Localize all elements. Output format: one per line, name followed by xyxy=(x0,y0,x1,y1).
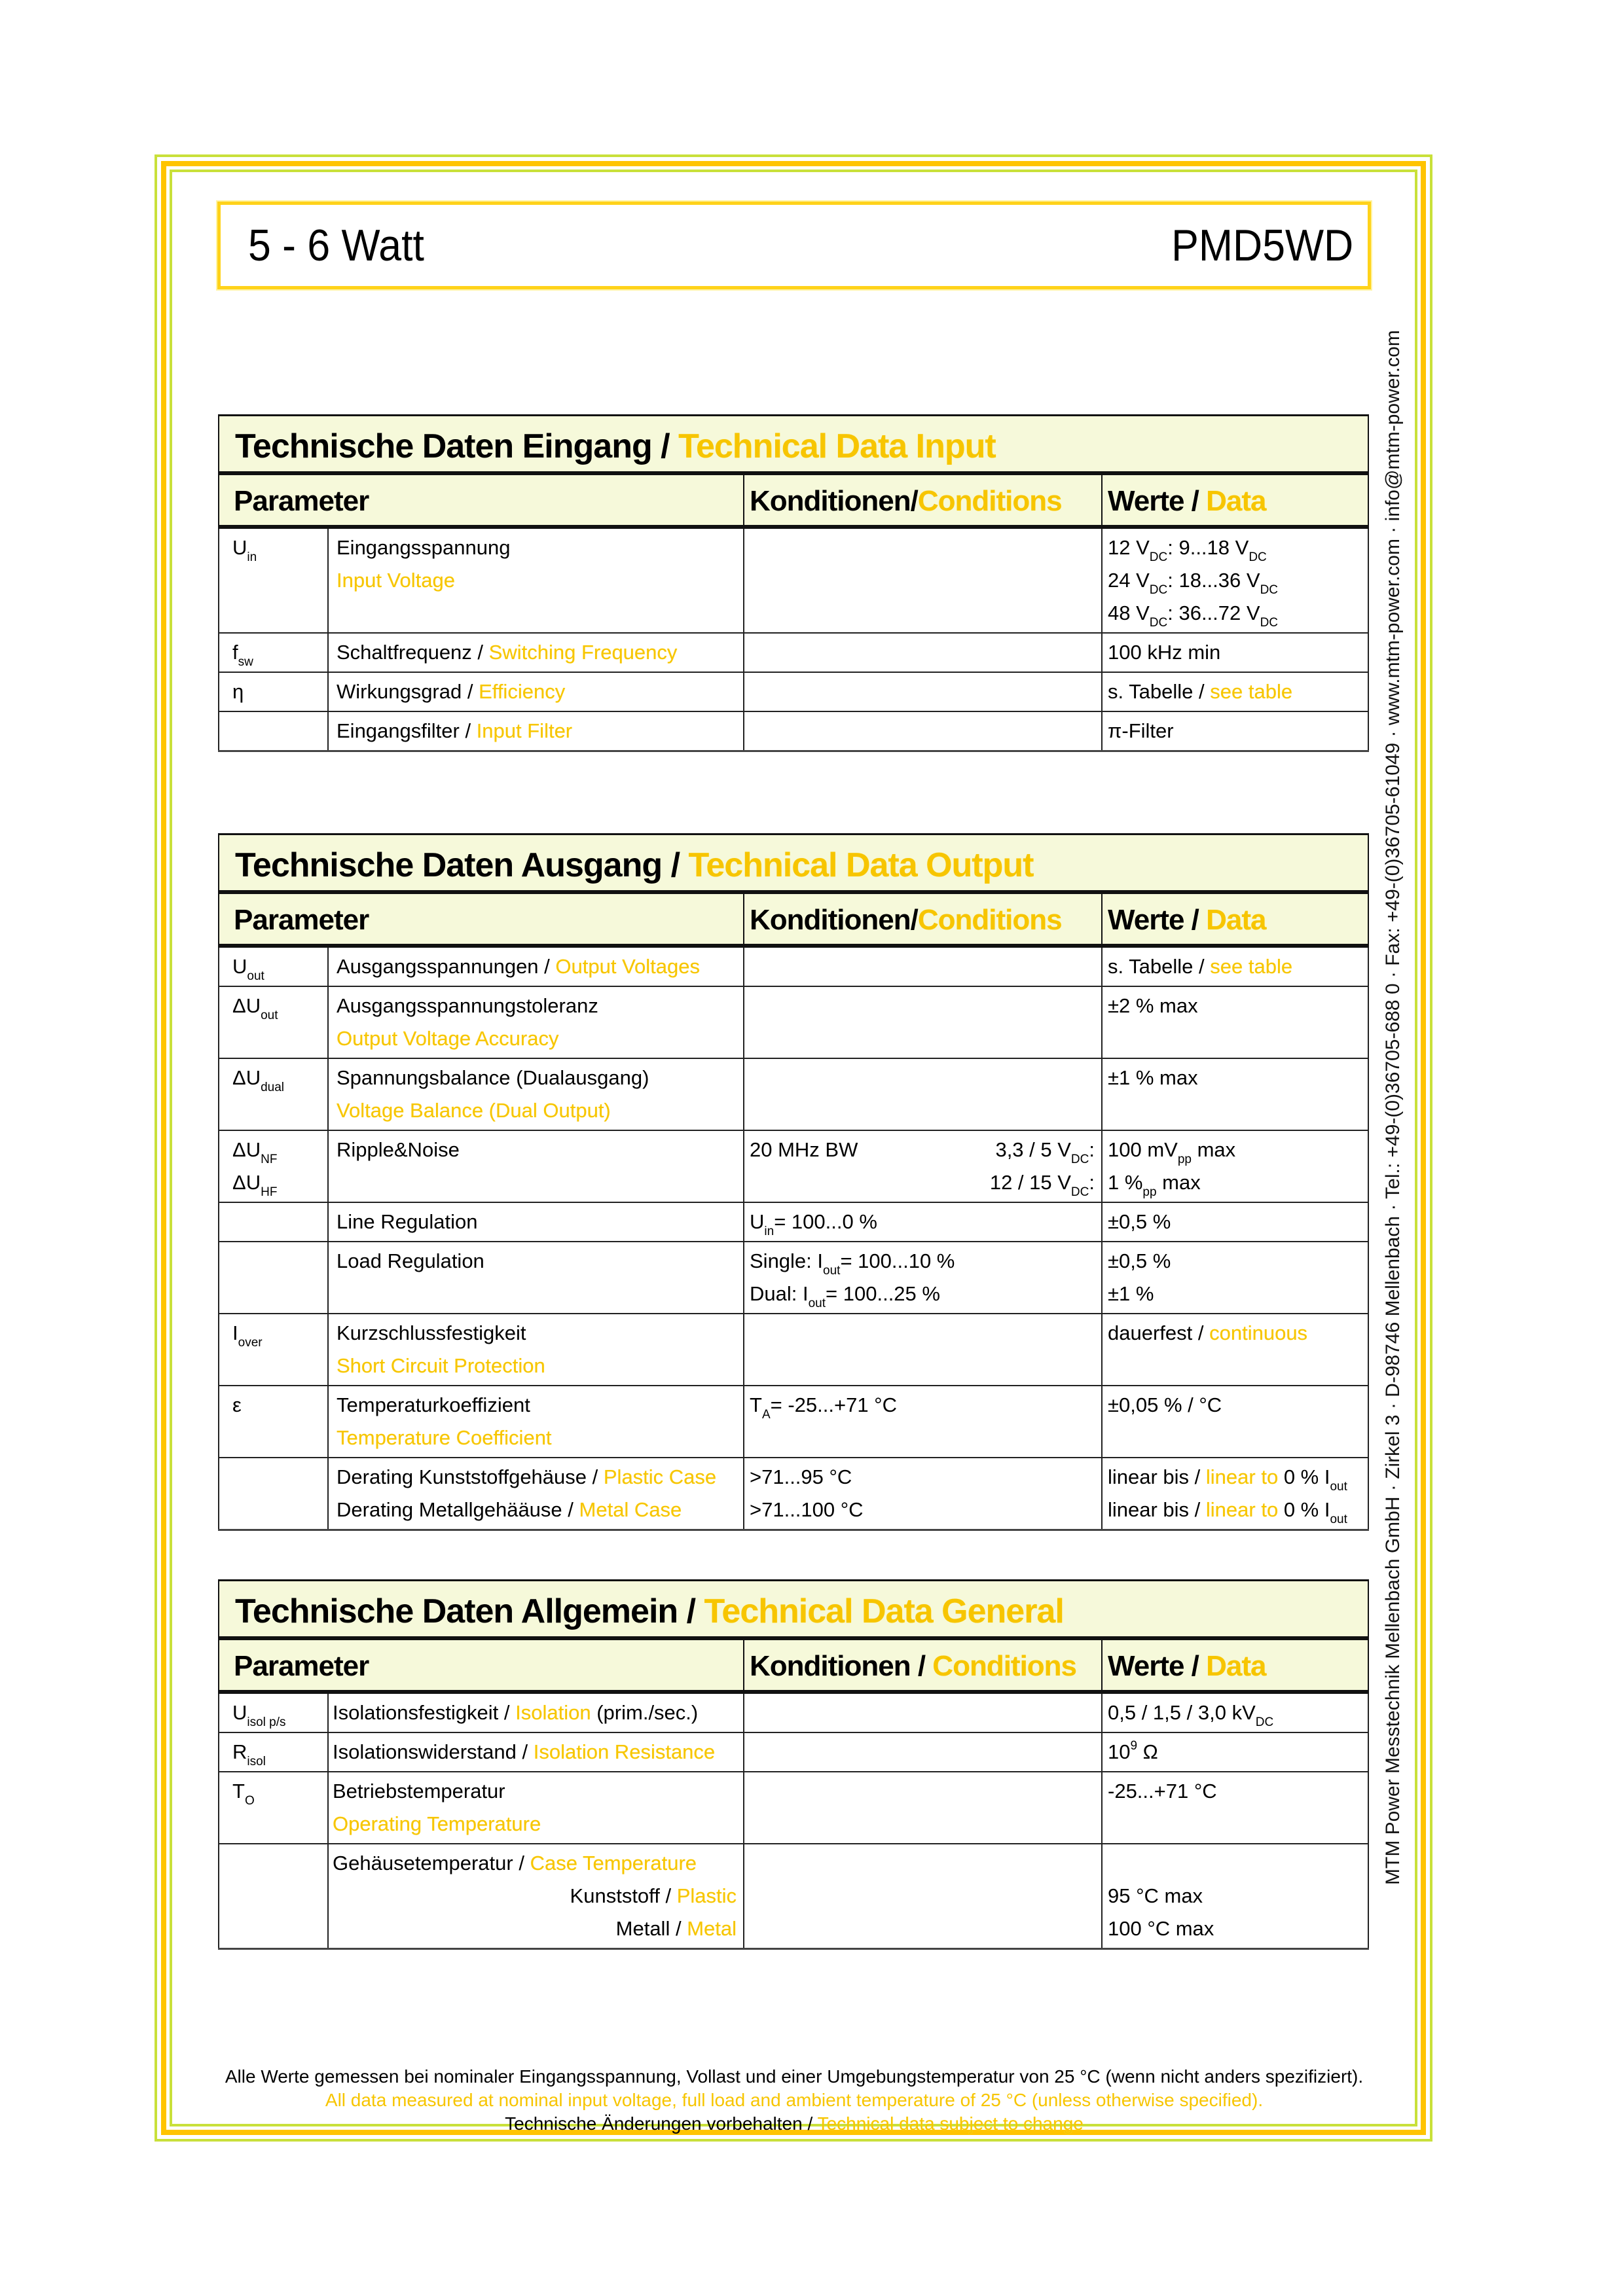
table-row-temperature-coefficient: ε Temperaturkoeffizient Temperature Coefficient $T_A= -25...+71$ °C ±0,05 % / °C xyxy=(219,1386,1368,1458)
table-row-voltage-balance: $\Delta U_{dual}$ Spannungsbalance (Dualausgang) Voltage Balance (Dual Output) ±1 % max xyxy=(219,1058,1368,1130)
column-header-row xyxy=(219,1638,1368,1692)
table-row-isolation: $U_{isol p/s}$ Isolationsfestigkeit / Isolation (prim./sec.) 0,5 / 1,5 / 3,0 $kV_{DC}$ xyxy=(219,1692,1368,1732)
column-header-row xyxy=(219,892,1368,946)
table-row-input-voltage xyxy=(219,527,1368,633)
col-conditions: Konditionen/Conditions xyxy=(744,473,1102,527)
input-table-title: Technische Daten Eingang / Technical Data Input xyxy=(219,416,1368,473)
table-row-output-voltages: $U_{out}$ Ausgangsspannungen / Output Voltages s. Tabelle / see table xyxy=(219,946,1368,986)
col-data: Werte / Data xyxy=(1102,1638,1368,1692)
col-data: Werte / Data xyxy=(1102,892,1368,946)
value-cell: 12 $V_{DC}$: 9...18 $V_{DC}$ 24 $V_{DC}$: 18...36 $V_{DC}$ 48 $V_{DC}$: 36...72 $V_{DC}$ xyxy=(1102,527,1368,633)
col-parameter: Parameter xyxy=(219,892,744,946)
table-row-derating: Derating Kunststoffgehäuse / Plastic Case Derating Metallgehääuse / Metal Case >71...95 °C >71...100 °C linear bis / linear to 0 % $I_{out}$ linear bis / linear to 0 % $I_{out}$ xyxy=(219,1458,1368,1530)
footer-note-de: Alle Werte gemessen bei nominaler Eingangsspannung, Vollast und einer Umgebungstemperatur von 25 °C (wenn nicht anders spezifiziert). xyxy=(225,2066,1364,2087)
table-row-isolation-resistance: $R_{isol}$ Isolationswiderstand / Isolation Resistance $10^9$ Ω xyxy=(219,1732,1368,1772)
table-row-efficiency: η Wirkungsgrad / Efficiency s. Tabelle / see table xyxy=(219,672,1368,711)
footer-notes xyxy=(218,2065,1370,2136)
col-parameter: Parameter xyxy=(219,473,744,527)
col-data: Werte / Data xyxy=(1102,473,1368,527)
col-conditions: Konditionen/Conditions xyxy=(744,892,1102,946)
general-table-title: Technische Daten Allgemein / Technical Data General xyxy=(219,1581,1368,1638)
condition-cell xyxy=(744,527,1102,633)
col-conditions: Konditionen / Conditions xyxy=(744,1638,1102,1692)
input-spec-table xyxy=(218,414,1369,752)
output-table-title: Technische Daten Ausgang / Technical Data Output xyxy=(219,834,1368,892)
table-row-case-temperature: Gehäusetemperatur / Case Temperature Kunststoff / Plastic Metall / Metal 95 °C max 100 °C max xyxy=(219,1844,1368,1949)
table-row-input-filter: Eingangsfilter / Input Filter π-Filter xyxy=(219,711,1368,751)
page-title-box xyxy=(217,202,1371,289)
symbol-cell: $U_{in}$ xyxy=(219,527,328,633)
general-spec-table xyxy=(218,1579,1369,1950)
table-row-line-regulation: Line Regulation $U_{in}= 100...0$ % ±0,5 % xyxy=(219,1202,1368,1242)
table-row-switching-frequency: $f_{sw}$ Schaltfrequenz / Switching Frequency 100 kHz min xyxy=(219,633,1368,672)
power-range-title: 5 - 6 Watt xyxy=(248,221,424,270)
table-row-output-accuracy: $\Delta U_{out}$ Ausgangsspannungstoleranz Output Voltage Accuracy ±2 % max xyxy=(219,986,1368,1058)
footer-note-en: All data measured at nominal input voltage, full load and ambient temperature of 25 °C (unless otherwise specified). xyxy=(325,2090,1264,2110)
table-row-load-regulation: Load Regulation Single: $I_{out}= 100...10$ % Dual: $I_{out}= 100...25$ % ±0,5 % ±1 % xyxy=(219,1242,1368,1314)
table-row-short-circuit: $I_{over}$ Kurzschlussfestigkeit Short Circuit Protection dauerfest / continuous xyxy=(219,1314,1368,1386)
col-parameter: Parameter xyxy=(219,1638,744,1692)
footer-change-note: Technische Änderungen vorbehalten / Technical data subject to change xyxy=(505,2113,1084,2134)
column-header-row xyxy=(219,473,1368,527)
output-spec-table xyxy=(218,833,1369,1531)
company-contact-vertical: MTM Power Messtechnik Mellenbach GmbH · Zirkel 3 · D-98746 Mellenbach · Tel.: +49-(0)36705-688 0 · Fax: +49-(0)36705-61049 · www.mtm-power.com · info@mtm-power.com xyxy=(1382,330,1404,1885)
table-row-operating-temperature: $T_O$ Betriebstemperatur Operating Temperature -25...+71 °C xyxy=(219,1772,1368,1844)
table-row-ripple-noise: $\Delta U_{NF}$ $\Delta U_{HF}$ Ripple&Noise 20 MHz BW 3,3 / 5 $V_{DC}$: 12 / 15 $V_{DC}$: 100 $mV_{pp}$ max 1 $\%_{pp}$ max xyxy=(219,1130,1368,1202)
parameter-cell: Eingangsspannung Input Voltage xyxy=(328,527,744,633)
model-number: PMD5WD xyxy=(1171,221,1353,270)
